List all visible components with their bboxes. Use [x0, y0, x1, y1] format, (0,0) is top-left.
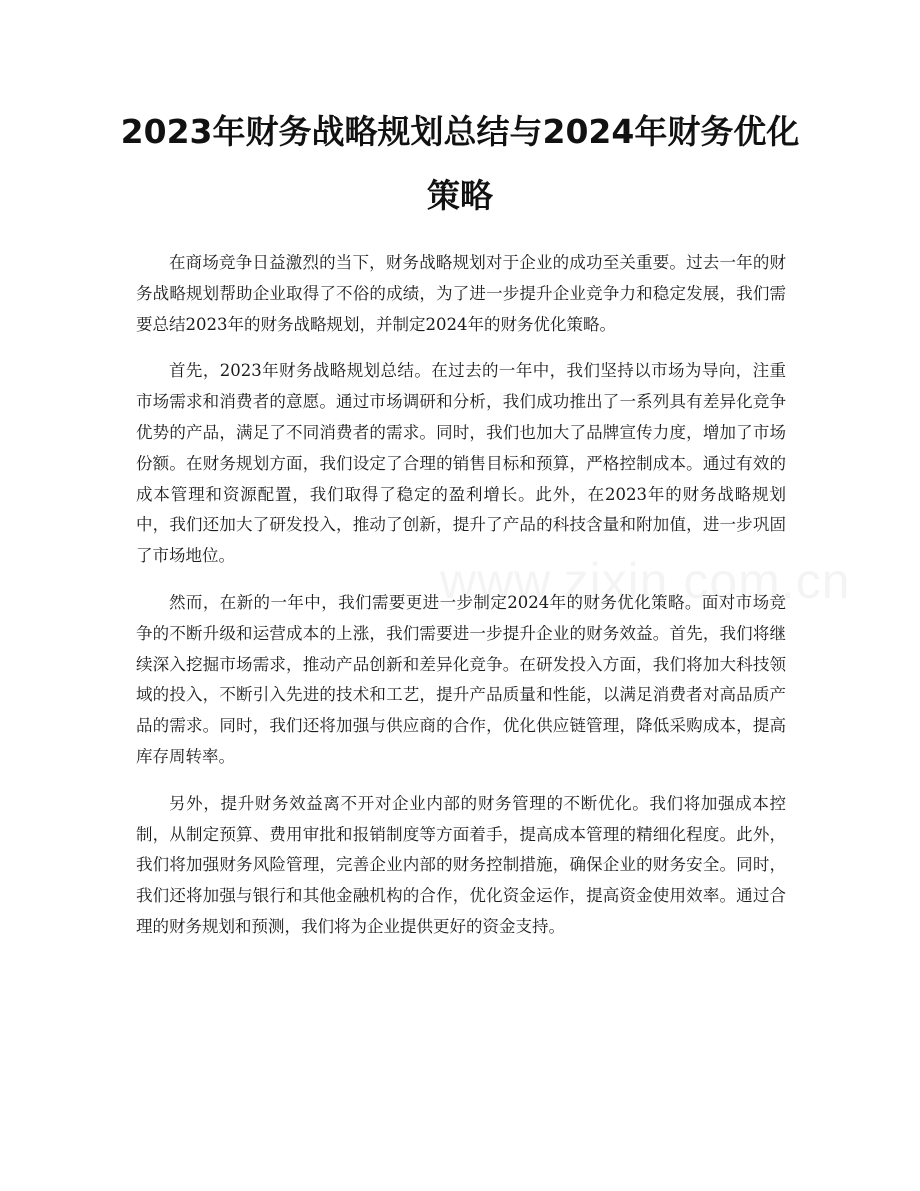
document-title: 2023年财务战略规划总结与2024年财务优化策略: [120, 112, 800, 215]
paragraph-2023-summary: 首先，2023年财务战略规划总结。在过去的一年中，我们坚持以市场为导向，注重市场需求和消费者的意愿。通过市场调研和分析，我们成功推出了一系列具有差异化竞争优势的产品，满足了不同消费者的需求。同时，我们也加大了品牌宣传力度，增加了市场份额。在财务规划方面，我们设定了合理的销售目标和预算，严格控制成本。通过有效的成本管理和资源配置，我们取得了稳定的盈利增长。此外，在2023年的财务战略规划中，我们还加大了研发投入，推动了创新，提升了产品的科技含量和附加值，进一步巩固了市场地位。: [136, 361, 786, 566]
paragraph-internal-management: 另外，提升财务效益离不开对企业内部的财务管理的不断优化。我们将加强成本控制，从制定预算、费用审批和报销制度等方面着手，提高成本管理的精细化程度。此外，我们将加强财务风险管理，完善企业内部的财务控制措施，确保企业的财务安全。同时，我们还将加强与银行和其他金融机构的合作，优化资金运作，提高资金使用效率。通过合理的财务规划和预测，我们将为企业提供更好的资金支持。: [136, 793, 786, 936]
document-body: [136, 248, 786, 959]
paragraph-2024-strategy: 然而，在新的一年中，我们需要更进一步制定2024年的财务优化策略。面对市场竞争的不断升级和运营成本的上涨，我们需要进一步提升企业的财务效益。首先，我们将继续深入挖掘市场需求，推动产品创新和差异化竞争。在研发投入方面，我们将加大科技领域的投入，不断引入先进的技术和工艺，提升产品质量和性能，以满足消费者对高品质产品的需求。同时，我们还将加强与供应商的合作，优化供应链管理，降低采购成本，提高库存周转率。: [136, 592, 786, 766]
paragraph-intro: 在商场竞争日益激烈的当下，财务战略规划对于企业的成功至关重要。过去一年的财务战略规划帮助企业取得了不俗的成绩，为了进一步提升企业竞争力和稳定发展，我们需要总结2023年的财务战略规划，并制定2024年的财务优化策略。: [136, 253, 786, 334]
